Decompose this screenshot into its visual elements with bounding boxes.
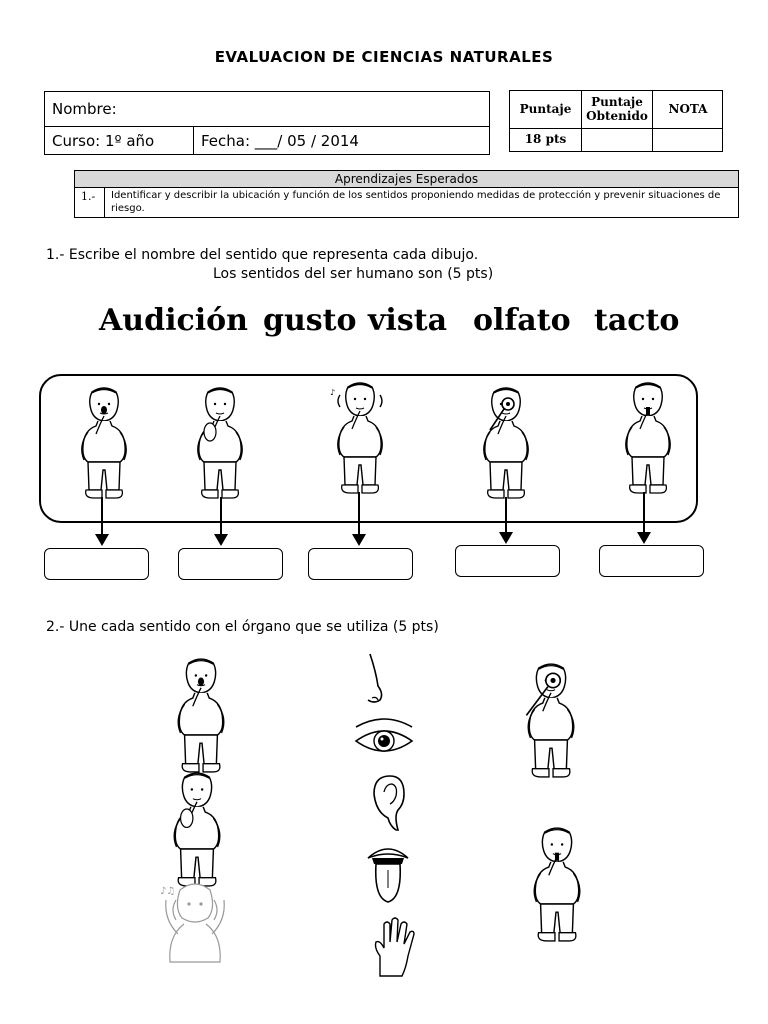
answer-box-4[interactable]	[455, 545, 560, 577]
answer-box-1[interactable]	[44, 548, 149, 580]
svg-text:♪♫: ♪♫	[160, 886, 176, 897]
tasting-child-icon	[618, 381, 678, 496]
arrow-5	[643, 492, 645, 533]
score-table	[509, 90, 723, 152]
arrow-head	[214, 534, 228, 546]
mouth-tongue-icon	[364, 840, 412, 906]
magnifier-child-icon	[520, 662, 582, 780]
word-bank-item: olfato	[473, 303, 571, 338]
word-bank-item: tacto	[594, 303, 680, 338]
arrow-head	[637, 532, 651, 544]
listening-child-icon	[190, 386, 250, 501]
date-field[interactable]: Fecha: ___/ 05 / 2014	[201, 132, 359, 150]
nose-icon	[362, 652, 398, 710]
music-girl-icon	[158, 880, 232, 964]
word-bank-item: vista	[368, 303, 448, 338]
score-header-nota: NOTA	[668, 101, 708, 116]
arrow-head	[352, 534, 366, 546]
score-header-obtenido: Puntaje Obtenido	[586, 95, 648, 123]
arrow-2	[220, 497, 222, 535]
question-1-subtitle: Los sentidos del ser humano son (5 pts)	[213, 266, 494, 282]
looking-child-icon	[476, 386, 536, 501]
name-field[interactable]: Nombre:	[52, 100, 117, 118]
arrow-4	[505, 497, 507, 533]
arrow-head	[499, 532, 513, 544]
eye-icon	[352, 715, 416, 765]
course-field: Curso: 1º año	[52, 132, 155, 150]
smelling-child-icon	[74, 386, 134, 501]
hand-icon	[372, 916, 418, 978]
score-obtained-field[interactable]	[582, 129, 652, 151]
tasting-child-icon	[526, 826, 588, 944]
question-2-prompt: 2.- Une cada sentido con el órgano que se utiliza (5 pts)	[46, 619, 439, 635]
answer-box-2[interactable]	[178, 548, 283, 580]
score-total: 18 pts	[524, 132, 567, 147]
grade-field[interactable]	[653, 129, 723, 151]
answer-box-5[interactable]	[599, 545, 704, 577]
objective-number: 1.-	[75, 188, 105, 218]
hearing-child-icon	[330, 381, 390, 496]
word-bank-item: gusto	[263, 303, 357, 338]
smelling-child-icon	[170, 657, 232, 775]
objective-text: Identificar y describir la ubicación y función de los sentidos proponiendo medidas de protección y prevenir situaciones de riesgo.	[111, 190, 721, 214]
listening-child-icon	[166, 771, 228, 889]
word-bank	[0, 303, 768, 351]
student-info-box	[44, 91, 490, 155]
learning-objectives-table	[74, 170, 739, 218]
svg-text:♪: ♪	[330, 388, 336, 397]
question-1-prompt: 1.- Escribe el nombre del sentido que representa cada dibujo.	[46, 247, 479, 263]
score-header-puntaje: Puntaje	[519, 101, 572, 116]
objectives-header: Aprendizajes Esperados	[75, 171, 738, 188]
word-bank-item: Audición	[99, 303, 248, 338]
page-title: EVALUACION DE CIENCIAS NATURALES	[214, 48, 554, 66]
ear-icon	[368, 772, 408, 834]
arrow-head	[95, 534, 109, 546]
arrow-3	[358, 492, 360, 535]
answer-box-3[interactable]	[308, 548, 413, 580]
arrow-1	[101, 497, 103, 535]
